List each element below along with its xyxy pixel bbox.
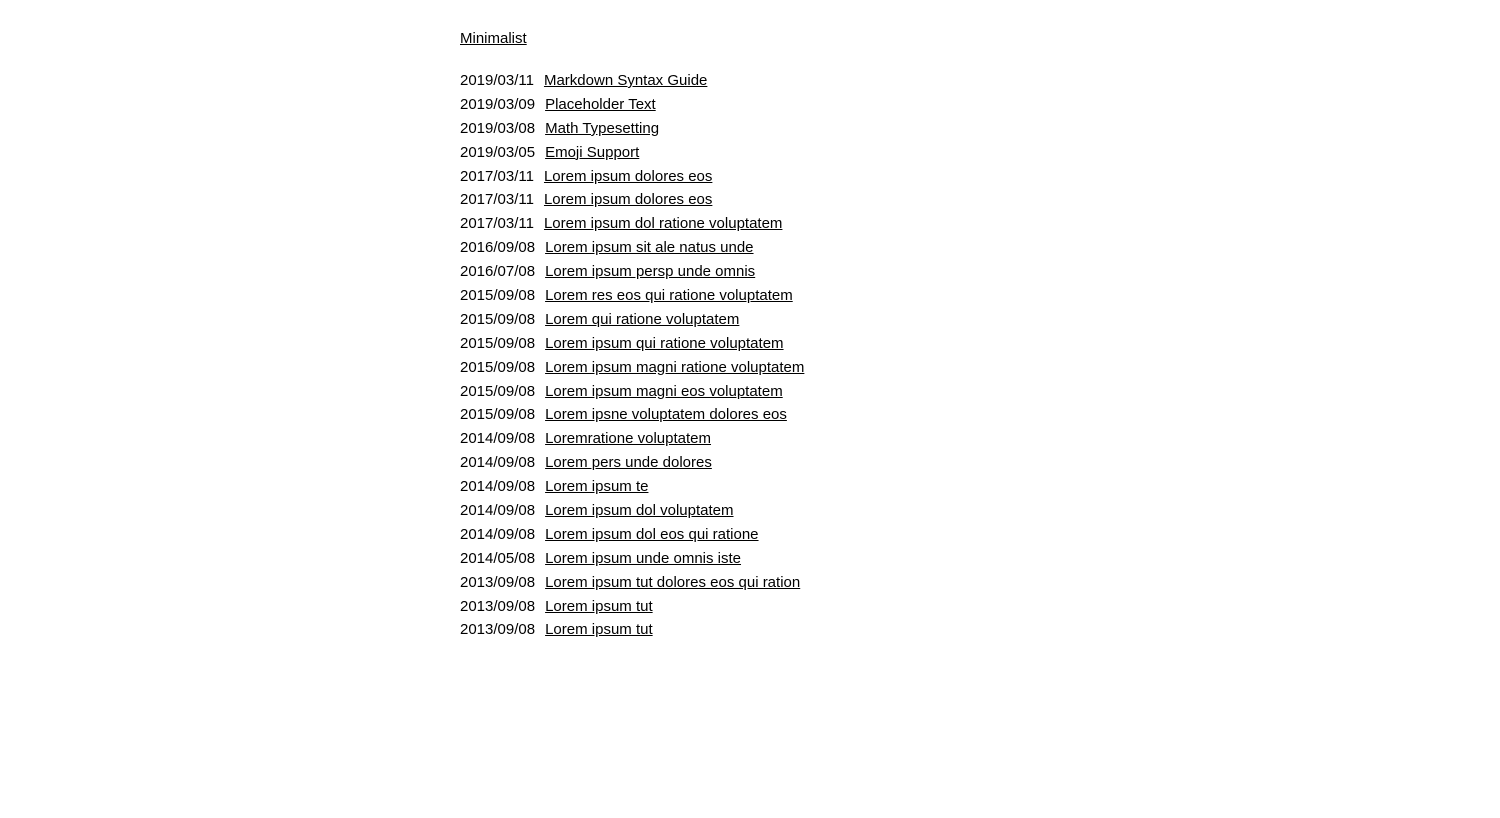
post-title-link[interactable]: Lorem ipsum dolores eos: [543, 191, 713, 209]
post-list-item: [460, 260, 1060, 284]
post-date: 2015/09/08: [460, 382, 536, 400]
post-date: 2013/09/08: [460, 573, 536, 591]
post-title-link[interactable]: Math Typesetting: [545, 119, 660, 137]
post-title-link[interactable]: Lorem ipsum unde omnis iste: [545, 549, 742, 567]
post-title-link[interactable]: Lorem ipsum te: [545, 478, 649, 496]
post-list-item: [460, 93, 1060, 117]
post-title-link[interactable]: Lorem ipsum tut dolores eos qui ration: [545, 573, 801, 591]
post-date: 2014/09/08: [460, 502, 536, 520]
post-date: 2013/09/08: [460, 597, 536, 615]
post-list-item: [460, 141, 1060, 165]
post-date: 2015/09/08: [460, 287, 536, 305]
post-date: 2019/03/08: [460, 119, 536, 137]
post-date: 2017/03/11: [460, 167, 534, 185]
post-list-item: [460, 595, 1060, 619]
post-list-item: [460, 475, 1060, 499]
post-date: 2015/09/08: [460, 406, 536, 424]
post-date: 2013/09/08: [460, 621, 536, 639]
post-title-link[interactable]: Lorem ipsum sit ale natus unde: [545, 239, 754, 257]
post-list-item: [460, 571, 1060, 595]
post-title-link[interactable]: Lorem ipsum magni ratione voluptatem: [545, 358, 805, 376]
post-date: 2016/07/08: [460, 263, 536, 281]
post-date: 2017/03/11: [460, 191, 534, 209]
post-date: 2019/03/09: [460, 95, 536, 113]
post-date: 2015/09/08: [460, 358, 536, 376]
site-title-link[interactable]: Minimalist: [460, 30, 527, 47]
post-title-link[interactable]: Lorem ipsne voluptatem dolores eos: [545, 406, 787, 424]
post-title-link[interactable]: Lorem ipsum dol ratione voluptatem: [543, 215, 783, 233]
post-list-item: [460, 499, 1060, 523]
post-title-link[interactable]: Lorem res eos qui ratione voluptatem: [545, 287, 793, 305]
post-list-item: [460, 308, 1060, 332]
post-title-link[interactable]: Placeholder Text: [545, 95, 656, 113]
post-title-link[interactable]: Lorem ipsum tut: [545, 621, 653, 639]
post-list-item: [460, 523, 1060, 547]
post-list-item: [460, 236, 1060, 260]
post-list-item: [460, 284, 1060, 308]
post-title-link[interactable]: Lorem ipsum tut: [545, 597, 653, 615]
post-title-link[interactable]: Markdown Syntax Guide: [543, 72, 708, 89]
post-date: 2019/03/11: [460, 72, 534, 89]
post-list-item: [460, 188, 1060, 212]
post-date: 2014/05/08: [460, 549, 536, 567]
post-date: 2014/09/08: [460, 430, 536, 448]
post-list-item: [460, 427, 1060, 451]
post-title-link[interactable]: Lorem pers unde dolores: [545, 454, 712, 472]
post-list-item: [460, 451, 1060, 475]
post-list-item: [460, 165, 1060, 189]
post-list-item: [460, 356, 1060, 380]
post-list: [460, 69, 1060, 642]
post-date: 2014/09/08: [460, 454, 536, 472]
post-date: 2014/09/08: [460, 478, 536, 496]
post-list-item: [460, 547, 1060, 571]
post-title-link[interactable]: Lorem ipsum persp unde omnis: [545, 263, 756, 281]
post-date: 2017/03/11: [460, 215, 534, 233]
post-date: 2015/09/08: [460, 334, 536, 352]
post-date: 2014/09/08: [460, 525, 536, 543]
post-date: 2015/09/08: [460, 310, 536, 328]
post-list-item: [460, 212, 1060, 236]
post-list-item: [460, 117, 1060, 141]
post-title-link[interactable]: Emoji Support: [545, 143, 640, 161]
post-title-link[interactable]: Lorem qui ratione voluptatem: [545, 310, 740, 328]
post-list-item: [460, 69, 1060, 93]
post-list-item: [460, 403, 1060, 427]
post-list-item: [460, 618, 1060, 642]
post-list-item: [460, 332, 1060, 356]
post-title-link[interactable]: Lorem ipsum dolores eos: [543, 167, 713, 185]
post-title-link[interactable]: Lorem ipsum dol eos qui ratione: [545, 525, 759, 543]
post-title-link[interactable]: Lorem ipsum dol voluptatem: [545, 502, 734, 520]
post-title-link[interactable]: Lorem ipsum qui ratione voluptatem: [545, 334, 784, 352]
post-title-link[interactable]: Lorem ipsum magni eos voluptatem: [545, 382, 783, 400]
post-title-link[interactable]: Loremratione voluptatem: [545, 430, 712, 448]
post-date: 2016/09/08: [460, 239, 536, 257]
page-container: [460, 30, 1060, 642]
post-list-item: [460, 380, 1060, 404]
post-date: 2019/03/05: [460, 143, 536, 161]
